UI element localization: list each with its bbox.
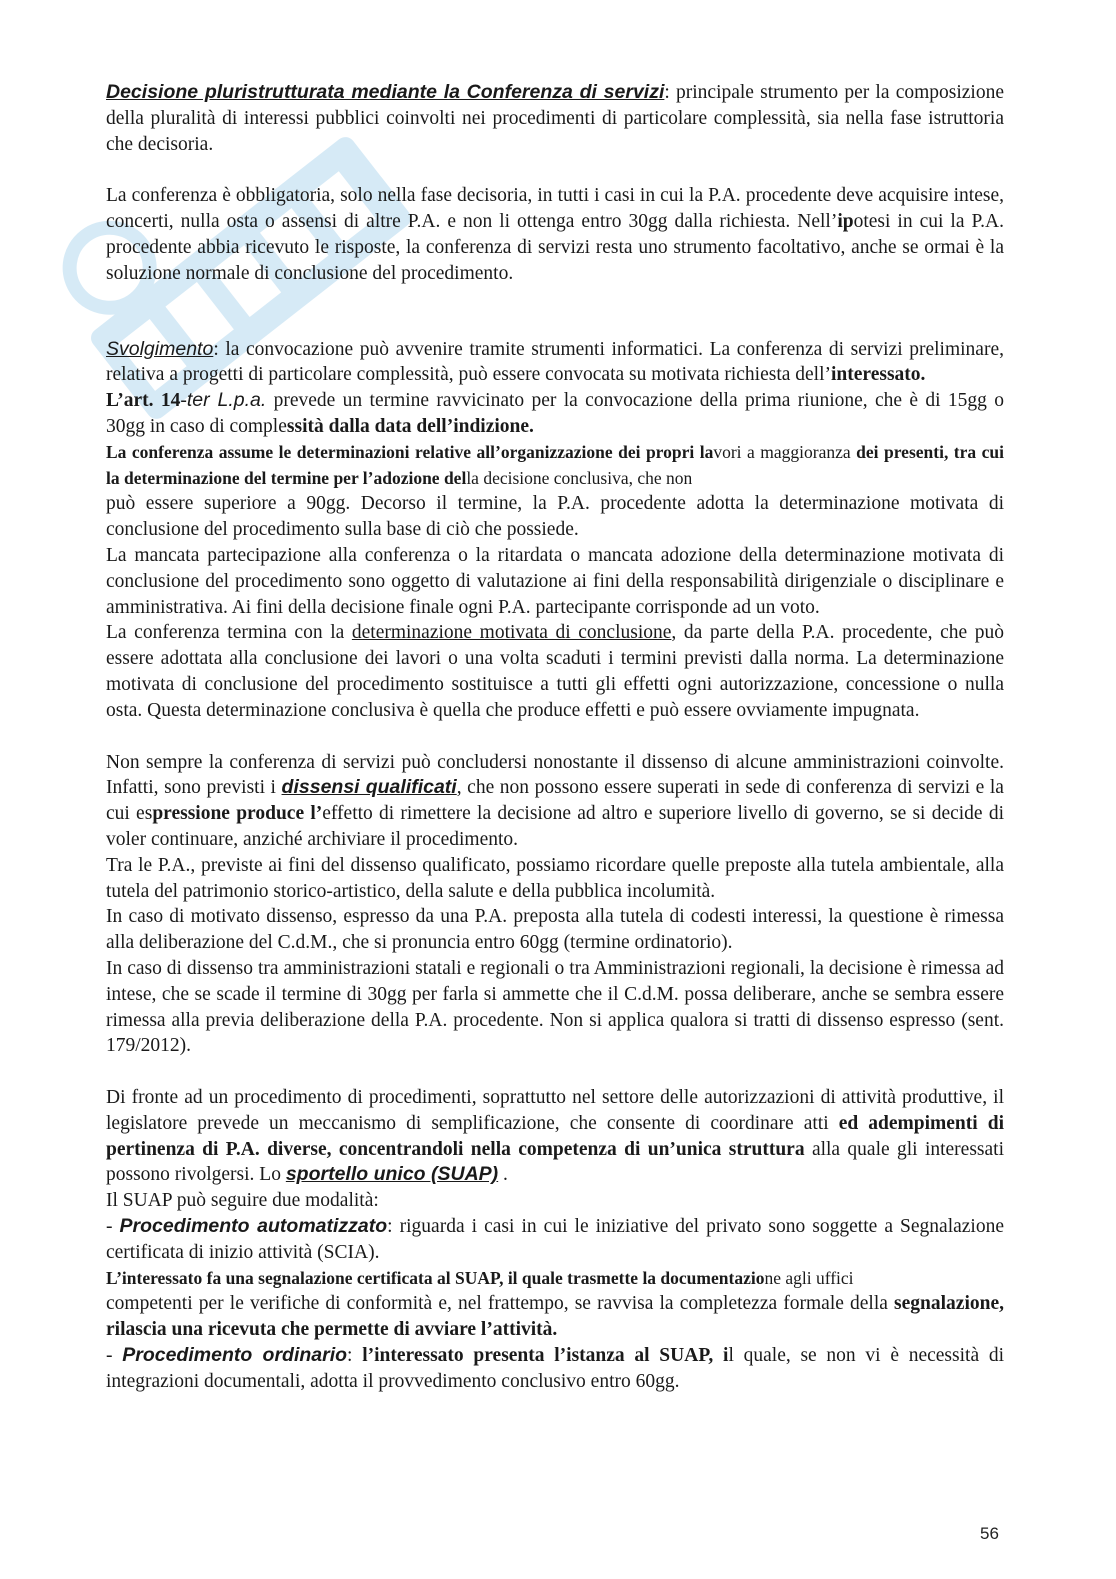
page-number: 56 — [980, 1524, 999, 1543]
paragraph-suap-modalita: Il SUAP può seguire due modalità: — [106, 1190, 379, 1212]
paragraph-obbligatoria: La conferenza è obbligatoria, solo nella fase decisoria, in tutti i casi in cui la P.A. procedente deve acquisire intese, concerti, nulla osta o assensi di altre P.A. e non li ottenga entro 30gg dalla richiesta. Nell’ipotesi in cui la P.A. procedente abbia ricevuto le risposte, la conferenza di servizi resta uno strumento facoltativo, anche se ormai è la soluzione normale di conclusione del procedimento. — [106, 185, 1004, 284]
paragraph-segnalazione: L’interessato fa una segnalazione certificata al SUAP, il quale trasmette la documentazione agli uffici — [106, 1267, 854, 1288]
paragraph-mancata-partecipazione: La mancata partecipazione alla conferenza o la ritardata o mancata adozione della determinazione motivata di conclusione del procedimento sono oggetto di valutazione ai fini della responsabilità dirigenziale o disciplinare e amministrativa. Ai fini della decisione finale ogni P.A. partecipante corrisponde ad un voto. — [106, 544, 1004, 618]
paragraph-dissensi: Non sempre la conferenza di servizi può concludersi nonostante il dissenso di alcune amministrazioni coinvolte. Infatti, sono previsti i dissensi qualificati, che non possono essere superati in sede di conferenza di servizi e la cui espressione produce l’effetto di rimettere la decisione ad altro e superiore livello di governo, se si decide di voler continuare, anziché archiviare il procedimento. — [106, 751, 1004, 850]
document-body — [106, 80, 1004, 1395]
paragraph-determinazioni-cont: può essere superiore a 90gg. Decorso il termine, la P.A. procedente adotta la determinazione motivata di conclusione del procedimento sulla base di ciò che possiede. — [106, 493, 1004, 541]
paragraph-procedimento-ordinario: - Procedimento ordinario: l’interessato presenta l’istanza al SUAP, il quale, se non vi è necessità di integrazioni documentali, adotta il provvedimento conclusivo entro 60gg. — [106, 1344, 1004, 1392]
paragraph-procedimento-di-procedimenti: Di fronte ad un procedimento di procedimenti, soprattutto nel settore delle autorizzazioni di attività produttive, il legislatore prevede un meccanismo di semplificazione, che consente di coordinare atti ed adempimenti di pertinenza di P.A. diverse, concentrandoli nella competenza di un’unica struttura alla quale gli interessati possono rivolgersi. Lo sportello unico (SUAP) . — [106, 1087, 1004, 1186]
paragraph-svolgimento: Svolgimento: la convocazione può avvenire tramite strumenti informatici. La conferenza di servizi preliminare, relativa a progetti di particolare complessità, può essere convocata su motivata richiesta dell’interessato. — [106, 337, 1004, 386]
heading-decisione-pluristrutturata: Decisione pluristrutturata mediante la Conferenza di servizi — [106, 81, 665, 103]
paragraph-procedimento-automatizzato: - Procedimento automatizzato: riguarda i casi in cui le iniziative del privato sono soggette a Segnalazione certificata di inizio attività (SCIA). — [106, 1215, 1004, 1263]
paragraph-segnalazione-cont: competenti per le verifiche di conformità e, nel frattempo, se ravvisa la completezza formale della segnalazione, rilascia una ricevuta che permette di avviare l’attività. — [106, 1293, 1004, 1341]
heading-procedimento-ordinario: Procedimento ordinario — [122, 1344, 348, 1367]
paragraph-termina: La conferenza termina con la determinazione motivata di conclusione, da parte della P.A. procedente, che può essere adottata alla conclusione dei lavori o una volta scaduti i termini previsti dalla norma. La determinazione motivata di conclusione del procedimento sostituisce a tutti gli effetti ogni autorizzazione, concessione o nulla osta. Questa determinazione conclusiva è quella che produce effetti e può essere ovviamente impugnata. — [106, 622, 1004, 721]
paragraph-tra-le-pa: Tra le P.A., previste ai fini del dissenso qualificato, possiamo ricordare quelle preposte alla tutela ambientale, alla tutela del patrimonio storico-artistico, della salute e della pubblica incolumità. — [106, 854, 1004, 902]
heading-dissensi-qualificati: dissensi qualificati — [281, 776, 457, 799]
heading-svolgimento: Svolgimento — [106, 337, 214, 360]
paragraph-statali-regionali: In caso di dissenso tra amministrazioni statali e regionali o tra Amministrazioni regionali, la decisione è rimessa ad intese, che se scade il termine di 30gg per farla si ammette che il C.d.M. possa deliberare, anche se sembra essere rimessa alla previa deliberazione della P.A. procedente. Non si applica qualora si tratti di dissenso espresso (sent. 179/2012). — [106, 957, 1004, 1057]
heading-procedimento-automatizzato: Procedimento automatizzato — [119, 1215, 388, 1238]
heading-sportello-unico: sportello unico (SUAP) — [285, 1163, 499, 1186]
paragraph-determinazioni: La conferenza assume le determinazioni relative all’organizzazione dei propri lavori a maggioranza dei presenti, tra cui la determinazione del termine per l’adozione della decisione conclusiva, che non — [106, 441, 1004, 488]
paragraph-conferenza-servizi: Decisione pluristrutturata mediante la Conferenza di servizi: principale strumento per la composizione della pluralità di interessi pubblici coinvolti nei procedimenti di particolare complessità, sia nella fase istruttoria che decisoria. — [106, 81, 1004, 155]
paragraph-art-14-ter: L’art. 14-ter L.p.a. prevede un termine ravvicinato per la convocazione della prima riunione, che è di 15gg o 30gg in caso di complessità dalla data dell’indizione. — [106, 389, 1005, 437]
paragraph-motivato-dissenso: In caso di motivato dissenso, espresso da una P.A. preposta alla tutela di codesti interessi, la questione è rimessa alla deliberazione del C.d.M., che si pronuncia entro 60gg (termine ordinatorio). — [106, 906, 1004, 954]
